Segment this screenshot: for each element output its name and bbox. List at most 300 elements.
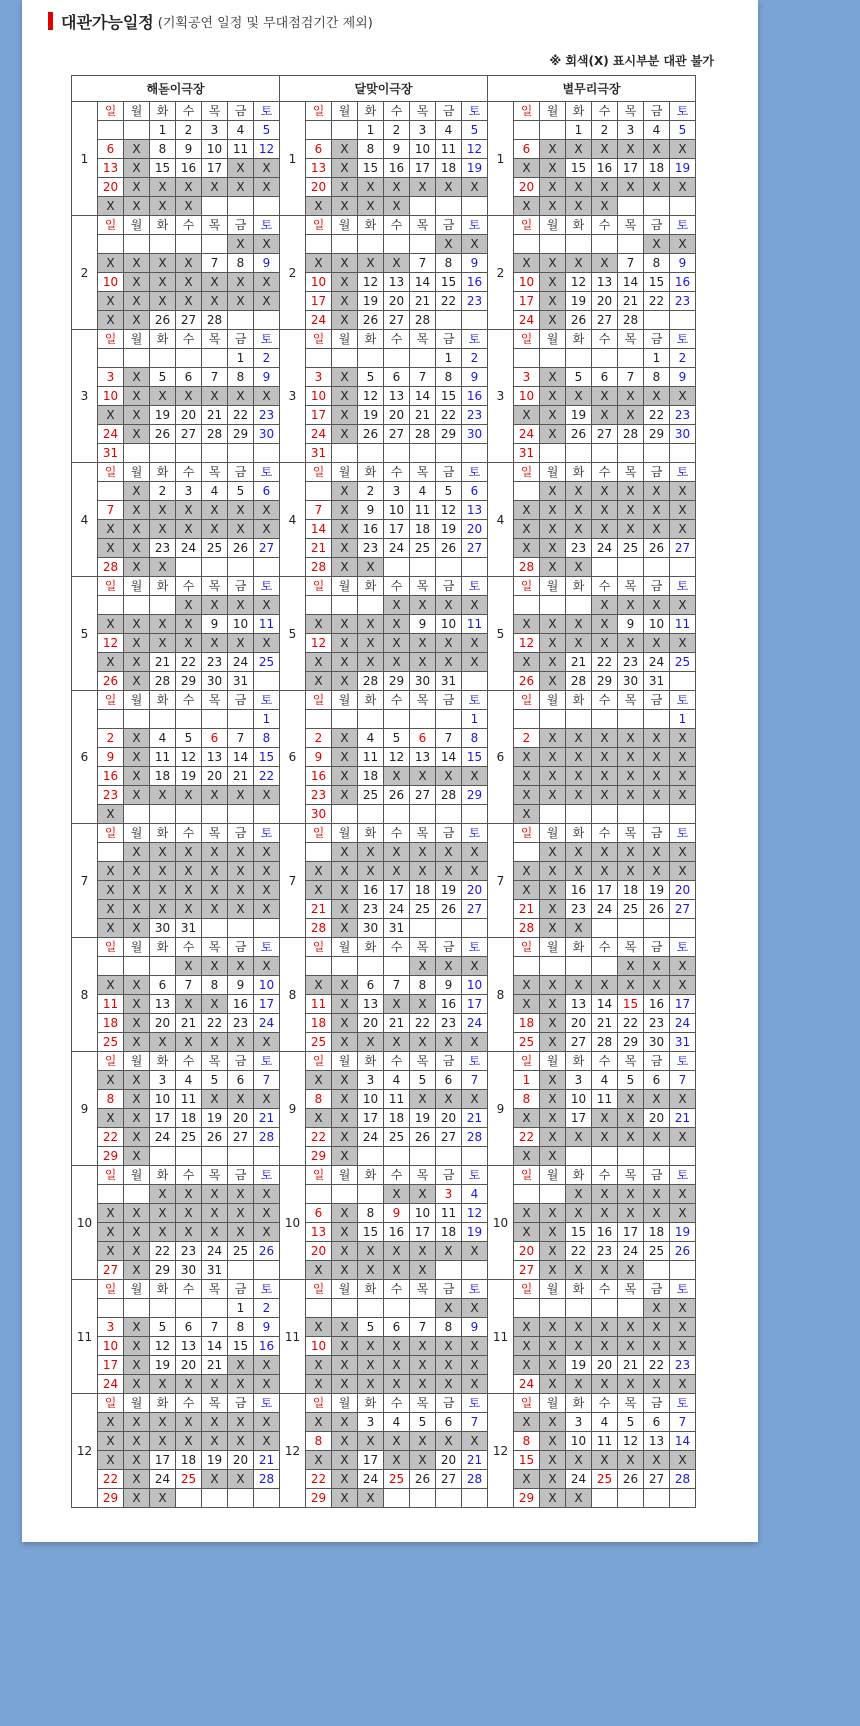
unavailable-day-cell: X: [228, 634, 254, 653]
week-row: [72, 653, 696, 672]
unavailable-day-cell: X: [540, 311, 566, 330]
unavailable-day-cell: X: [566, 254, 592, 273]
unavailable-day-cell: X: [202, 1204, 228, 1223]
weekday-cell: 목: [618, 938, 644, 957]
weekday-cell: 목: [410, 1166, 436, 1185]
weekday-cell: 목: [618, 216, 644, 235]
available-day-cell: 31: [176, 919, 202, 938]
unavailable-day-cell: X: [592, 1375, 618, 1394]
unavailable-day-cell: X: [540, 634, 566, 653]
unavailable-day-cell: X: [306, 1451, 332, 1470]
unavailable-day-cell: X: [592, 140, 618, 159]
month-label: 1: [488, 102, 514, 216]
empty-day-cell: [332, 957, 358, 976]
empty-day-cell: [306, 957, 332, 976]
empty-day-cell: [228, 805, 254, 824]
available-day-cell: 1: [566, 121, 592, 140]
unavailable-day-cell: X: [514, 1109, 540, 1128]
unavailable-day-cell: X: [150, 273, 176, 292]
empty-day-cell: [670, 1261, 696, 1280]
available-day-cell: 26: [644, 900, 670, 919]
unavailable-day-cell: X: [176, 957, 202, 976]
unavailable-day-cell: X: [124, 1432, 150, 1451]
available-day-cell: 1: [150, 121, 176, 140]
available-day-cell: 17: [202, 159, 228, 178]
empty-day-cell: [124, 121, 150, 140]
weekday-cell: 토: [462, 691, 488, 710]
weekday-cell: 화: [358, 102, 384, 121]
month-label: 4: [72, 463, 98, 577]
available-day-cell: 19: [566, 406, 592, 425]
unavailable-day-cell: X: [540, 482, 566, 501]
available-day-cell: 21: [150, 653, 176, 672]
weekday-cell: 수: [592, 824, 618, 843]
month-label: 9: [72, 1052, 98, 1166]
available-day-cell: 19: [436, 520, 462, 539]
unavailable-day-cell: X: [228, 501, 254, 520]
available-day-cell: 18: [618, 881, 644, 900]
unavailable-day-cell: X: [540, 1318, 566, 1337]
available-day-cell: 23: [670, 292, 696, 311]
available-day-cell: 17: [410, 159, 436, 178]
unavailable-day-cell: X: [332, 767, 358, 786]
unavailable-day-cell: X: [384, 653, 410, 672]
unavailable-day-cell: X: [124, 672, 150, 691]
empty-day-cell: [592, 1147, 618, 1166]
unavailable-day-cell: X: [644, 482, 670, 501]
empty-day-cell: [176, 1147, 202, 1166]
available-day-cell: 5: [358, 1318, 384, 1337]
empty-day-cell: [514, 349, 540, 368]
weekday-cell: 일: [514, 463, 540, 482]
empty-day-cell: [644, 919, 670, 938]
available-day-cell: 6: [98, 140, 124, 159]
empty-day-cell: [124, 957, 150, 976]
available-day-cell: 21: [306, 539, 332, 558]
weekday-cell: 토: [670, 577, 696, 596]
unavailable-day-cell: X: [384, 1033, 410, 1052]
weekday-cell: 토: [254, 463, 280, 482]
available-day-cell: 29: [436, 425, 462, 444]
available-day-cell: 6: [150, 976, 176, 995]
unavailable-day-cell: X: [592, 862, 618, 881]
available-day-cell: 23: [592, 1242, 618, 1261]
empty-day-cell: [592, 919, 618, 938]
available-day-cell: 17: [514, 292, 540, 311]
unavailable-day-cell: X: [332, 1356, 358, 1375]
unavailable-day-cell: X: [592, 1261, 618, 1280]
unavailable-day-cell: X: [540, 1071, 566, 1090]
unavailable-day-cell: X: [644, 748, 670, 767]
unavailable-day-cell: X: [358, 1489, 384, 1508]
unavailable-day-cell: X: [332, 1470, 358, 1489]
weekday-cell: 목: [618, 1052, 644, 1071]
available-day-cell: 9: [384, 140, 410, 159]
available-day-cell: 4: [384, 1071, 410, 1090]
weekday-cell: 토: [254, 1394, 280, 1413]
empty-day-cell: [566, 710, 592, 729]
empty-day-cell: [514, 957, 540, 976]
available-day-cell: 27: [176, 311, 202, 330]
weekday-cell: 목: [410, 1394, 436, 1413]
weekday-cell: 수: [592, 1280, 618, 1299]
empty-day-cell: [618, 444, 644, 463]
unavailable-day-cell: X: [358, 558, 384, 577]
weekday-cell: 목: [618, 824, 644, 843]
title-main: 대관가능일정: [61, 12, 154, 32]
weekday-cell: 월: [540, 577, 566, 596]
available-day-cell: 5: [618, 1071, 644, 1090]
empty-day-cell: [254, 1261, 280, 1280]
unavailable-day-cell: X: [254, 178, 280, 197]
unavailable-day-cell: X: [176, 1432, 202, 1451]
available-day-cell: 13: [410, 748, 436, 767]
venue-header-row: [72, 76, 696, 102]
unavailable-day-cell: X: [124, 729, 150, 748]
unavailable-day-cell: X: [150, 862, 176, 881]
unavailable-day-cell: X: [540, 501, 566, 520]
weekday-cell: 금: [644, 216, 670, 235]
empty-day-cell: [384, 1299, 410, 1318]
empty-day-cell: [644, 558, 670, 577]
weekday-cell: 화: [566, 938, 592, 957]
unavailable-day-cell: X: [592, 748, 618, 767]
unavailable-day-cell: X: [514, 1318, 540, 1337]
available-day-cell: 25: [670, 653, 696, 672]
empty-day-cell: [514, 1185, 540, 1204]
unavailable-day-cell: X: [124, 1375, 150, 1394]
unavailable-day-cell: X: [514, 1356, 540, 1375]
month-label: 11: [72, 1280, 98, 1394]
unavailable-day-cell: X: [332, 1147, 358, 1166]
empty-day-cell: [332, 710, 358, 729]
available-day-cell: 6: [306, 1204, 332, 1223]
available-day-cell: 17: [384, 881, 410, 900]
unavailable-day-cell: X: [592, 1128, 618, 1147]
weekday-cell: 토: [254, 1052, 280, 1071]
week-row: [72, 558, 696, 577]
available-day-cell: 1: [436, 349, 462, 368]
unavailable-day-cell: X: [254, 1375, 280, 1394]
unavailable-day-cell: X: [124, 273, 150, 292]
unavailable-day-cell: X: [306, 1318, 332, 1337]
unavailable-day-cell: X: [566, 843, 592, 862]
month-label: 11: [488, 1280, 514, 1394]
unavailable-day-cell: X: [514, 805, 540, 824]
week-row: [72, 729, 696, 748]
available-day-cell: 24: [150, 1470, 176, 1489]
unavailable-day-cell: X: [98, 1432, 124, 1451]
unavailable-day-cell: X: [410, 957, 436, 976]
month-label: 1: [280, 102, 306, 216]
available-day-cell: 9: [98, 748, 124, 767]
available-day-cell: 28: [462, 1128, 488, 1147]
available-day-cell: 5: [410, 1071, 436, 1090]
empty-day-cell: [306, 121, 332, 140]
unavailable-day-cell: X: [566, 615, 592, 634]
available-day-cell: 12: [566, 273, 592, 292]
unavailable-day-cell: X: [644, 729, 670, 748]
weekday-cell: 토: [254, 102, 280, 121]
weekday-cell: 토: [462, 463, 488, 482]
unavailable-day-cell: X: [670, 976, 696, 995]
unavailable-day-cell: X: [150, 501, 176, 520]
weekday-cell: 수: [384, 938, 410, 957]
week-row: [72, 349, 696, 368]
available-day-cell: 21: [254, 1109, 280, 1128]
unavailable-day-cell: X: [254, 273, 280, 292]
weekday-cell: 화: [358, 691, 384, 710]
unavailable-day-cell: X: [566, 919, 592, 938]
weekday-cell: 목: [410, 102, 436, 121]
week-row: [72, 292, 696, 311]
available-day-cell: 27: [514, 1261, 540, 1280]
available-day-cell: 23: [436, 1014, 462, 1033]
weekday-cell: 화: [358, 1052, 384, 1071]
weekday-cell: 일: [306, 824, 332, 843]
available-day-cell: 26: [358, 425, 384, 444]
weekday-cell: 수: [176, 1394, 202, 1413]
weekday-cell: 목: [618, 1166, 644, 1185]
weekday-cell: 토: [254, 938, 280, 957]
empty-day-cell: [332, 121, 358, 140]
empty-day-cell: [202, 805, 228, 824]
weekday-cell: 수: [176, 1166, 202, 1185]
unavailable-day-cell: X: [540, 862, 566, 881]
available-day-cell: 20: [592, 1356, 618, 1375]
available-day-cell: 29: [228, 425, 254, 444]
weekday-cell: 금: [228, 216, 254, 235]
unavailable-day-cell: X: [436, 767, 462, 786]
unavailable-day-cell: X: [618, 501, 644, 520]
unavailable-day-cell: X: [332, 1337, 358, 1356]
empty-day-cell: [254, 919, 280, 938]
unavailable-day-cell: X: [98, 919, 124, 938]
weekday-cell: 화: [358, 216, 384, 235]
available-day-cell: 17: [98, 1356, 124, 1375]
week-row: [72, 1470, 696, 1489]
available-day-cell: 13: [384, 387, 410, 406]
empty-day-cell: [306, 710, 332, 729]
empty-day-cell: [358, 444, 384, 463]
available-day-cell: 24: [566, 1470, 592, 1489]
unavailable-day-cell: X: [618, 729, 644, 748]
available-day-cell: 11: [410, 501, 436, 520]
empty-day-cell: [202, 349, 228, 368]
available-day-cell: 3: [358, 1413, 384, 1432]
unavailable-day-cell: X: [540, 1242, 566, 1261]
unavailable-day-cell: X: [176, 1375, 202, 1394]
unavailable-day-cell: X: [202, 596, 228, 615]
available-day-cell: 23: [98, 786, 124, 805]
available-day-cell: 18: [644, 1223, 670, 1242]
available-day-cell: 8: [306, 1432, 332, 1451]
unavailable-day-cell: X: [540, 786, 566, 805]
available-day-cell: 7: [436, 729, 462, 748]
empty-day-cell: [358, 1185, 384, 1204]
week-row: [72, 710, 696, 729]
empty-day-cell: [384, 710, 410, 729]
available-day-cell: 9: [254, 368, 280, 387]
week-row: [72, 1033, 696, 1052]
unavailable-day-cell: X: [384, 1451, 410, 1470]
weekday-row: [72, 577, 696, 596]
available-day-cell: 17: [592, 881, 618, 900]
weekday-cell: 수: [176, 577, 202, 596]
weekday-cell: 화: [150, 330, 176, 349]
unavailable-day-cell: X: [124, 900, 150, 919]
empty-day-cell: [202, 710, 228, 729]
available-day-cell: 8: [228, 1318, 254, 1337]
unavailable-day-cell: X: [670, 596, 696, 615]
empty-day-cell: [540, 444, 566, 463]
available-day-cell: 7: [462, 1413, 488, 1432]
weekday-cell: 목: [202, 824, 228, 843]
unavailable-day-cell: X: [514, 995, 540, 1014]
available-day-cell: 19: [566, 1356, 592, 1375]
unavailable-day-cell: X: [332, 273, 358, 292]
available-day-cell: 10: [644, 615, 670, 634]
availability-calendar-table: [71, 75, 696, 1508]
weekday-cell: 월: [540, 938, 566, 957]
unavailable-day-cell: X: [98, 1223, 124, 1242]
month-label: 4: [488, 463, 514, 577]
weekday-cell: 수: [176, 330, 202, 349]
available-day-cell: 16: [462, 273, 488, 292]
available-day-cell: 27: [670, 900, 696, 919]
available-day-cell: 30: [306, 805, 332, 824]
unavailable-day-cell: X: [566, 786, 592, 805]
unavailable-day-cell: X: [410, 1033, 436, 1052]
unavailable-day-cell: X: [332, 729, 358, 748]
available-day-cell: 28: [150, 672, 176, 691]
available-day-cell: 19: [462, 159, 488, 178]
unavailable-day-cell: X: [332, 995, 358, 1014]
empty-day-cell: [332, 1185, 358, 1204]
unavailable-day-cell: X: [98, 653, 124, 672]
weekday-cell: 화: [358, 938, 384, 957]
unavailable-day-cell: X: [566, 634, 592, 653]
available-day-cell: 25: [358, 786, 384, 805]
available-day-cell: 5: [566, 368, 592, 387]
unavailable-day-cell: X: [540, 919, 566, 938]
unavailable-day-cell: X: [644, 501, 670, 520]
unavailable-day-cell: X: [384, 1375, 410, 1394]
unavailable-day-cell: X: [254, 1204, 280, 1223]
weekday-cell: 토: [670, 1166, 696, 1185]
weekday-cell: 월: [124, 1280, 150, 1299]
available-day-cell: 26: [644, 539, 670, 558]
empty-day-cell: [358, 710, 384, 729]
available-day-cell: 21: [176, 1014, 202, 1033]
unavailable-day-cell: X: [592, 1318, 618, 1337]
unavailable-day-cell: X: [332, 482, 358, 501]
unavailable-day-cell: X: [124, 995, 150, 1014]
unavailable-day-cell: X: [124, 653, 150, 672]
month-label: 8: [280, 938, 306, 1052]
unavailable-day-cell: X: [150, 1033, 176, 1052]
week-row: [72, 406, 696, 425]
unavailable-day-cell: X: [566, 501, 592, 520]
available-day-cell: 26: [384, 786, 410, 805]
available-day-cell: 25: [254, 653, 280, 672]
week-row: [72, 786, 696, 805]
empty-day-cell: [98, 1299, 124, 1318]
available-day-cell: 13: [150, 995, 176, 1014]
weekday-cell: 금: [228, 463, 254, 482]
unavailable-day-cell: X: [618, 1375, 644, 1394]
available-day-cell: 18: [176, 1109, 202, 1128]
available-day-cell: 6: [384, 1318, 410, 1337]
available-day-cell: 1: [228, 1299, 254, 1318]
available-day-cell: 28: [514, 558, 540, 577]
unavailable-day-cell: X: [540, 1356, 566, 1375]
weekday-cell: 일: [98, 216, 124, 235]
available-day-cell: 7: [618, 254, 644, 273]
available-day-cell: 15: [618, 995, 644, 1014]
available-day-cell: 16: [98, 767, 124, 786]
available-day-cell: 5: [202, 1071, 228, 1090]
unavailable-day-cell: X: [384, 197, 410, 216]
unavailable-day-cell: X: [566, 140, 592, 159]
available-day-cell: 7: [410, 1318, 436, 1337]
weekday-cell: 목: [410, 1052, 436, 1071]
weekday-row: [72, 1280, 696, 1299]
unavailable-day-cell: X: [124, 482, 150, 501]
unavailable-day-cell: X: [332, 634, 358, 653]
unavailable-day-cell: X: [644, 786, 670, 805]
available-day-cell: 16: [592, 1223, 618, 1242]
available-day-cell: 13: [462, 501, 488, 520]
week-row: [72, 634, 696, 653]
unavailable-day-cell: X: [618, 767, 644, 786]
unavailable-day-cell: X: [462, 596, 488, 615]
weekday-cell: 목: [202, 330, 228, 349]
unavailable-day-cell: X: [436, 1242, 462, 1261]
available-day-cell: 9: [228, 976, 254, 995]
empty-day-cell: [150, 349, 176, 368]
weekday-cell: 토: [254, 691, 280, 710]
available-day-cell: 5: [618, 1413, 644, 1432]
unavailable-day-cell: X: [410, 1261, 436, 1280]
available-day-cell: 20: [228, 1451, 254, 1470]
available-day-cell: 16: [254, 1337, 280, 1356]
empty-day-cell: [150, 957, 176, 976]
unavailable-day-cell: X: [306, 1375, 332, 1394]
unavailable-day-cell: X: [462, 178, 488, 197]
available-day-cell: 23: [670, 1356, 696, 1375]
weekday-cell: 월: [124, 102, 150, 121]
unavailable-day-cell: X: [540, 387, 566, 406]
available-day-cell: 4: [176, 1071, 202, 1090]
unavailable-day-cell: X: [514, 159, 540, 178]
available-day-cell: 31: [228, 672, 254, 691]
available-day-cell: 6: [514, 140, 540, 159]
available-day-cell: 28: [410, 311, 436, 330]
month-label: 12: [280, 1394, 306, 1508]
available-day-cell: 8: [358, 140, 384, 159]
weekday-cell: 화: [566, 1280, 592, 1299]
unavailable-day-cell: X: [514, 1223, 540, 1242]
empty-day-cell: [384, 349, 410, 368]
weekday-cell: 화: [150, 216, 176, 235]
available-day-cell: 10: [228, 615, 254, 634]
unavailable-day-cell: X: [592, 520, 618, 539]
week-row: [72, 273, 696, 292]
unavailable-day-cell: X: [410, 1375, 436, 1394]
available-day-cell: 7: [410, 254, 436, 273]
empty-day-cell: [462, 672, 488, 691]
